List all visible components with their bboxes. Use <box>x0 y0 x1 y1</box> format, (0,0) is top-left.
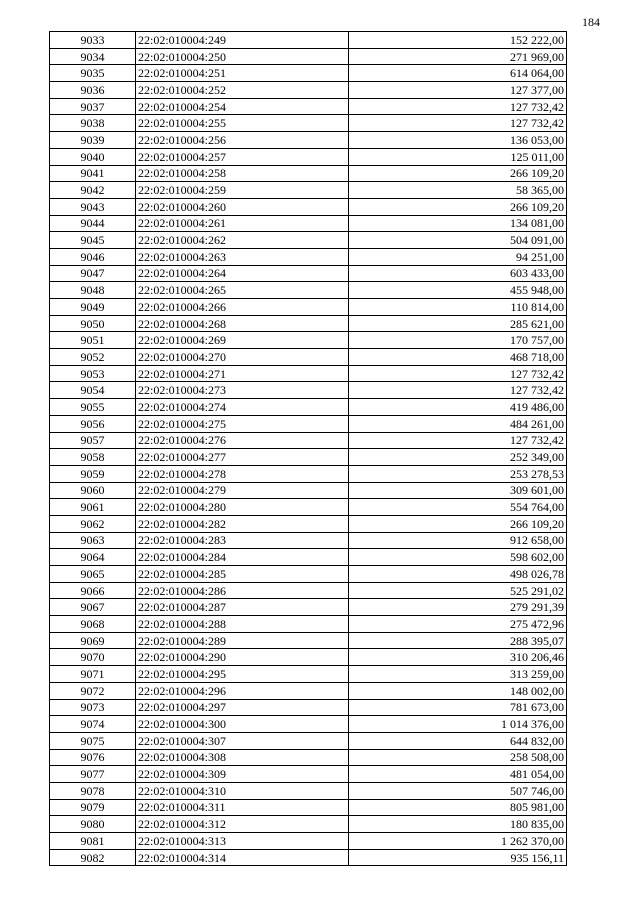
table-row <box>50 65 567 82</box>
row-number-cell: 9053 <box>50 365 136 382</box>
table-row <box>50 515 567 532</box>
cadastral-value-cell: 127 732,42 <box>349 382 567 399</box>
table-row <box>50 816 567 833</box>
cadastral-value-cell: 275 472,96 <box>349 616 567 633</box>
row-number-cell: 9037 <box>50 98 136 115</box>
cadastral-number-cell: 22:02:010004:284 <box>136 549 349 566</box>
cadastral-value-cell: 288 395,07 <box>349 632 567 649</box>
row-number-cell: 9080 <box>50 816 136 833</box>
page-number: 184 <box>582 15 600 29</box>
row-number-cell: 9077 <box>50 766 136 783</box>
cadastral-value-cell: 127 377,00 <box>349 82 567 99</box>
row-number-cell: 9081 <box>50 833 136 850</box>
table-row <box>50 115 567 132</box>
row-number-cell: 9063 <box>50 532 136 549</box>
cadastral-value-cell: 468 718,00 <box>349 349 567 366</box>
cadastral-value-cell: 258 508,00 <box>349 749 567 766</box>
table-row <box>50 649 567 666</box>
table-row <box>50 248 567 265</box>
cadastral-value-cell: 554 764,00 <box>349 499 567 516</box>
row-number-cell: 9042 <box>50 182 136 199</box>
table-row <box>50 265 567 282</box>
cadastral-number-cell: 22:02:010004:283 <box>136 532 349 549</box>
cadastral-number-cell: 22:02:010004:249 <box>136 32 349 49</box>
table-row <box>50 48 567 65</box>
cadastral-number-cell: 22:02:010004:266 <box>136 299 349 316</box>
cadastral-number-cell: 22:02:010004:279 <box>136 482 349 499</box>
cadastral-value-cell: 504 091,00 <box>349 232 567 249</box>
cadastral-value-cell: 127 732,42 <box>349 365 567 382</box>
row-number-cell: 9071 <box>50 666 136 683</box>
cadastral-number-cell: 22:02:010004:260 <box>136 198 349 215</box>
cadastral-number-cell: 22:02:010004:310 <box>136 782 349 799</box>
row-number-cell: 9045 <box>50 232 136 249</box>
cadastral-number-cell: 22:02:010004:252 <box>136 82 349 99</box>
cadastral-number-cell: 22:02:010004:257 <box>136 148 349 165</box>
table-row <box>50 699 567 716</box>
cadastral-value-cell: 127 732,42 <box>349 115 567 132</box>
table-row <box>50 582 567 599</box>
cadastral-value-cell: 252 349,00 <box>349 449 567 466</box>
cadastral-value-cell: 134 081,00 <box>349 215 567 232</box>
cadastral-number-cell: 22:02:010004:277 <box>136 449 349 466</box>
row-number-cell: 9040 <box>50 148 136 165</box>
cadastral-value-cell: 507 746,00 <box>349 782 567 799</box>
row-number-cell: 9073 <box>50 699 136 716</box>
cadastral-number-cell: 22:02:010004:309 <box>136 766 349 783</box>
cadastral-number-cell: 22:02:010004:261 <box>136 215 349 232</box>
cadastral-number-cell: 22:02:010004:300 <box>136 716 349 733</box>
table-row <box>50 632 567 649</box>
table-row <box>50 32 567 49</box>
table-row <box>50 465 567 482</box>
table-row <box>50 432 567 449</box>
cadastral-number-cell: 22:02:010004:288 <box>136 616 349 633</box>
row-number-cell: 9052 <box>50 349 136 366</box>
cadastral-number-cell: 22:02:010004:264 <box>136 265 349 282</box>
cadastral-number-cell: 22:02:010004:290 <box>136 649 349 666</box>
cadastral-value-cell: 912 658,00 <box>349 532 567 549</box>
cadastral-value-cell: 136 053,00 <box>349 132 567 149</box>
row-number-cell: 9046 <box>50 248 136 265</box>
table-row <box>50 482 567 499</box>
table-row <box>50 282 567 299</box>
cadastral-value-cell: 266 109,20 <box>349 198 567 215</box>
cadastral-value-cell: 1 262 370,00 <box>349 833 567 850</box>
cadastral-value-cell: 481 054,00 <box>349 766 567 783</box>
table-row <box>50 532 567 549</box>
cadastral-number-cell: 22:02:010004:280 <box>136 499 349 516</box>
row-number-cell: 9072 <box>50 682 136 699</box>
table-row <box>50 182 567 199</box>
row-number-cell: 9048 <box>50 282 136 299</box>
cadastral-number-cell: 22:02:010004:311 <box>136 799 349 816</box>
cadastral-number-cell: 22:02:010004:256 <box>136 132 349 149</box>
cadastral-number-cell: 22:02:010004:269 <box>136 332 349 349</box>
row-number-cell: 9050 <box>50 315 136 332</box>
cadastral-value-cell: 125 011,00 <box>349 148 567 165</box>
cadastral-number-cell: 22:02:010004:262 <box>136 232 349 249</box>
row-number-cell: 9078 <box>50 782 136 799</box>
row-number-cell: 9035 <box>50 65 136 82</box>
cadastral-value-cell: 127 732,42 <box>349 432 567 449</box>
table-row <box>50 849 567 866</box>
row-number-cell: 9061 <box>50 499 136 516</box>
table-row <box>50 232 567 249</box>
row-number-cell: 9065 <box>50 566 136 583</box>
row-number-cell: 9057 <box>50 432 136 449</box>
cadastral-number-cell: 22:02:010004:313 <box>136 833 349 850</box>
cadastral-value-cell: 279 291,39 <box>349 599 567 616</box>
table-row <box>50 799 567 816</box>
row-number-cell: 9075 <box>50 732 136 749</box>
cadastral-number-cell: 22:02:010004:258 <box>136 165 349 182</box>
table-row <box>50 382 567 399</box>
row-number-cell: 9069 <box>50 632 136 649</box>
cadastral-value-cell: 285 621,00 <box>349 315 567 332</box>
table-row <box>50 766 567 783</box>
row-number-cell: 9034 <box>50 48 136 65</box>
cadastral-number-cell: 22:02:010004:263 <box>136 248 349 265</box>
table-row <box>50 599 567 616</box>
row-number-cell: 9062 <box>50 515 136 532</box>
row-number-cell: 9036 <box>50 82 136 99</box>
table-row <box>50 198 567 215</box>
row-number-cell: 9066 <box>50 582 136 599</box>
cadastral-number-cell: 22:02:010004:275 <box>136 415 349 432</box>
cadastral-value-cell: 525 291,02 <box>349 582 567 599</box>
cadastral-number-cell: 22:02:010004:297 <box>136 699 349 716</box>
table-row <box>50 132 567 149</box>
cadastral-number-cell: 22:02:010004:287 <box>136 599 349 616</box>
cadastral-number-cell: 22:02:010004:255 <box>136 115 349 132</box>
table-row <box>50 98 567 115</box>
cadastral-value-cell: 484 261,00 <box>349 415 567 432</box>
table-row <box>50 549 567 566</box>
cadastral-value-cell: 110 814,00 <box>349 299 567 316</box>
table-row <box>50 666 567 683</box>
row-number-cell: 9041 <box>50 165 136 182</box>
table-row <box>50 716 567 733</box>
table-row <box>50 399 567 416</box>
cadastral-number-cell: 22:02:010004:314 <box>136 849 349 866</box>
table-row <box>50 332 567 349</box>
row-number-cell: 9047 <box>50 265 136 282</box>
cadastral-number-cell: 22:02:010004:276 <box>136 432 349 449</box>
cadastral-number-cell: 22:02:010004:289 <box>136 632 349 649</box>
cadastral-value-cell: 805 981,00 <box>349 799 567 816</box>
row-number-cell: 9074 <box>50 716 136 733</box>
cadastral-value-cell: 309 601,00 <box>349 482 567 499</box>
table-row <box>50 148 567 165</box>
table-row <box>50 499 567 516</box>
cadastral-value-cell: 271 969,00 <box>349 48 567 65</box>
cadastral-value-cell: 148 002,00 <box>349 682 567 699</box>
table-row <box>50 165 567 182</box>
row-number-cell: 9082 <box>50 849 136 866</box>
cadastral-value-cell: 603 433,00 <box>349 265 567 282</box>
cadastral-value-cell: 614 064,00 <box>349 65 567 82</box>
row-number-cell: 9067 <box>50 599 136 616</box>
cadastral-value-cell: 935 156,11 <box>349 849 567 866</box>
row-number-cell: 9064 <box>50 549 136 566</box>
cadastral-value-cell: 127 732,42 <box>349 98 567 115</box>
cadastral-number-cell: 22:02:010004:250 <box>136 48 349 65</box>
cadastral-number-cell: 22:02:010004:273 <box>136 382 349 399</box>
table-row <box>50 566 567 583</box>
cadastral-value-cell: 94 251,00 <box>349 248 567 265</box>
cadastral-number-cell: 22:02:010004:278 <box>136 465 349 482</box>
row-number-cell: 9044 <box>50 215 136 232</box>
table-row <box>50 82 567 99</box>
cadastral-number-cell: 22:02:010004:259 <box>136 182 349 199</box>
cadastral-value-cell: 310 206,46 <box>349 649 567 666</box>
row-number-cell: 9033 <box>50 32 136 49</box>
cadastral-number-cell: 22:02:010004:312 <box>136 816 349 833</box>
table-row <box>50 299 567 316</box>
cadastral-value-cell: 644 832,00 <box>349 732 567 749</box>
cadastral-number-cell: 22:02:010004:270 <box>136 349 349 366</box>
cadastral-number-cell: 22:02:010004:307 <box>136 732 349 749</box>
cadastral-number-cell: 22:02:010004:285 <box>136 566 349 583</box>
cadastral-number-cell: 22:02:010004:271 <box>136 365 349 382</box>
cadastral-value-cell: 781 673,00 <box>349 699 567 716</box>
row-number-cell: 9068 <box>50 616 136 633</box>
cadastral-value-cell: 266 109,20 <box>349 165 567 182</box>
cadastral-number-cell: 22:02:010004:308 <box>136 749 349 766</box>
cadastral-number-cell: 22:02:010004:265 <box>136 282 349 299</box>
cadastral-number-cell: 22:02:010004:274 <box>136 399 349 416</box>
cadastral-number-cell: 22:02:010004:296 <box>136 682 349 699</box>
row-number-cell: 9059 <box>50 465 136 482</box>
cadastral-number-cell: 22:02:010004:251 <box>136 65 349 82</box>
cadastral-value-cell: 170 757,00 <box>349 332 567 349</box>
row-number-cell: 9038 <box>50 115 136 132</box>
row-number-cell: 9049 <box>50 299 136 316</box>
cadastral-value-cell: 1 014 376,00 <box>349 716 567 733</box>
table-row <box>50 732 567 749</box>
row-number-cell: 9060 <box>50 482 136 499</box>
table-row <box>50 449 567 466</box>
row-number-cell: 9039 <box>50 132 136 149</box>
table-row <box>50 349 567 366</box>
table-row <box>50 365 567 382</box>
row-number-cell: 9043 <box>50 198 136 215</box>
cadastral-number-cell: 22:02:010004:268 <box>136 315 349 332</box>
cadastral-value-cell: 455 948,00 <box>349 282 567 299</box>
table-row <box>50 315 567 332</box>
cadastral-value-cell: 266 109,20 <box>349 515 567 532</box>
table-row <box>50 833 567 850</box>
row-number-cell: 9051 <box>50 332 136 349</box>
cadastral-value-cell: 253 278,53 <box>349 465 567 482</box>
row-number-cell: 9079 <box>50 799 136 816</box>
cadastral-number-cell: 22:02:010004:282 <box>136 515 349 532</box>
row-number-cell: 9058 <box>50 449 136 466</box>
row-number-cell: 9070 <box>50 649 136 666</box>
cadastral-number-cell: 22:02:010004:254 <box>136 98 349 115</box>
table-row <box>50 749 567 766</box>
cadastral-value-cell: 313 259,00 <box>349 666 567 683</box>
cadastral-value-cell: 58 365,00 <box>349 182 567 199</box>
table-row <box>50 215 567 232</box>
registry-table <box>49 31 567 866</box>
table-row <box>50 616 567 633</box>
table-row <box>50 415 567 432</box>
table-row <box>50 782 567 799</box>
row-number-cell: 9055 <box>50 399 136 416</box>
cadastral-value-cell: 598 602,00 <box>349 549 567 566</box>
row-number-cell: 9076 <box>50 749 136 766</box>
cadastral-number-cell: 22:02:010004:295 <box>136 666 349 683</box>
registry-table-body <box>50 32 567 866</box>
row-number-cell: 9056 <box>50 415 136 432</box>
table-row <box>50 682 567 699</box>
cadastral-value-cell: 180 835,00 <box>349 816 567 833</box>
cadastral-value-cell: 419 486,00 <box>349 399 567 416</box>
cadastral-number-cell: 22:02:010004:286 <box>136 582 349 599</box>
row-number-cell: 9054 <box>50 382 136 399</box>
cadastral-value-cell: 498 026,78 <box>349 566 567 583</box>
cadastral-value-cell: 152 222,00 <box>349 32 567 49</box>
